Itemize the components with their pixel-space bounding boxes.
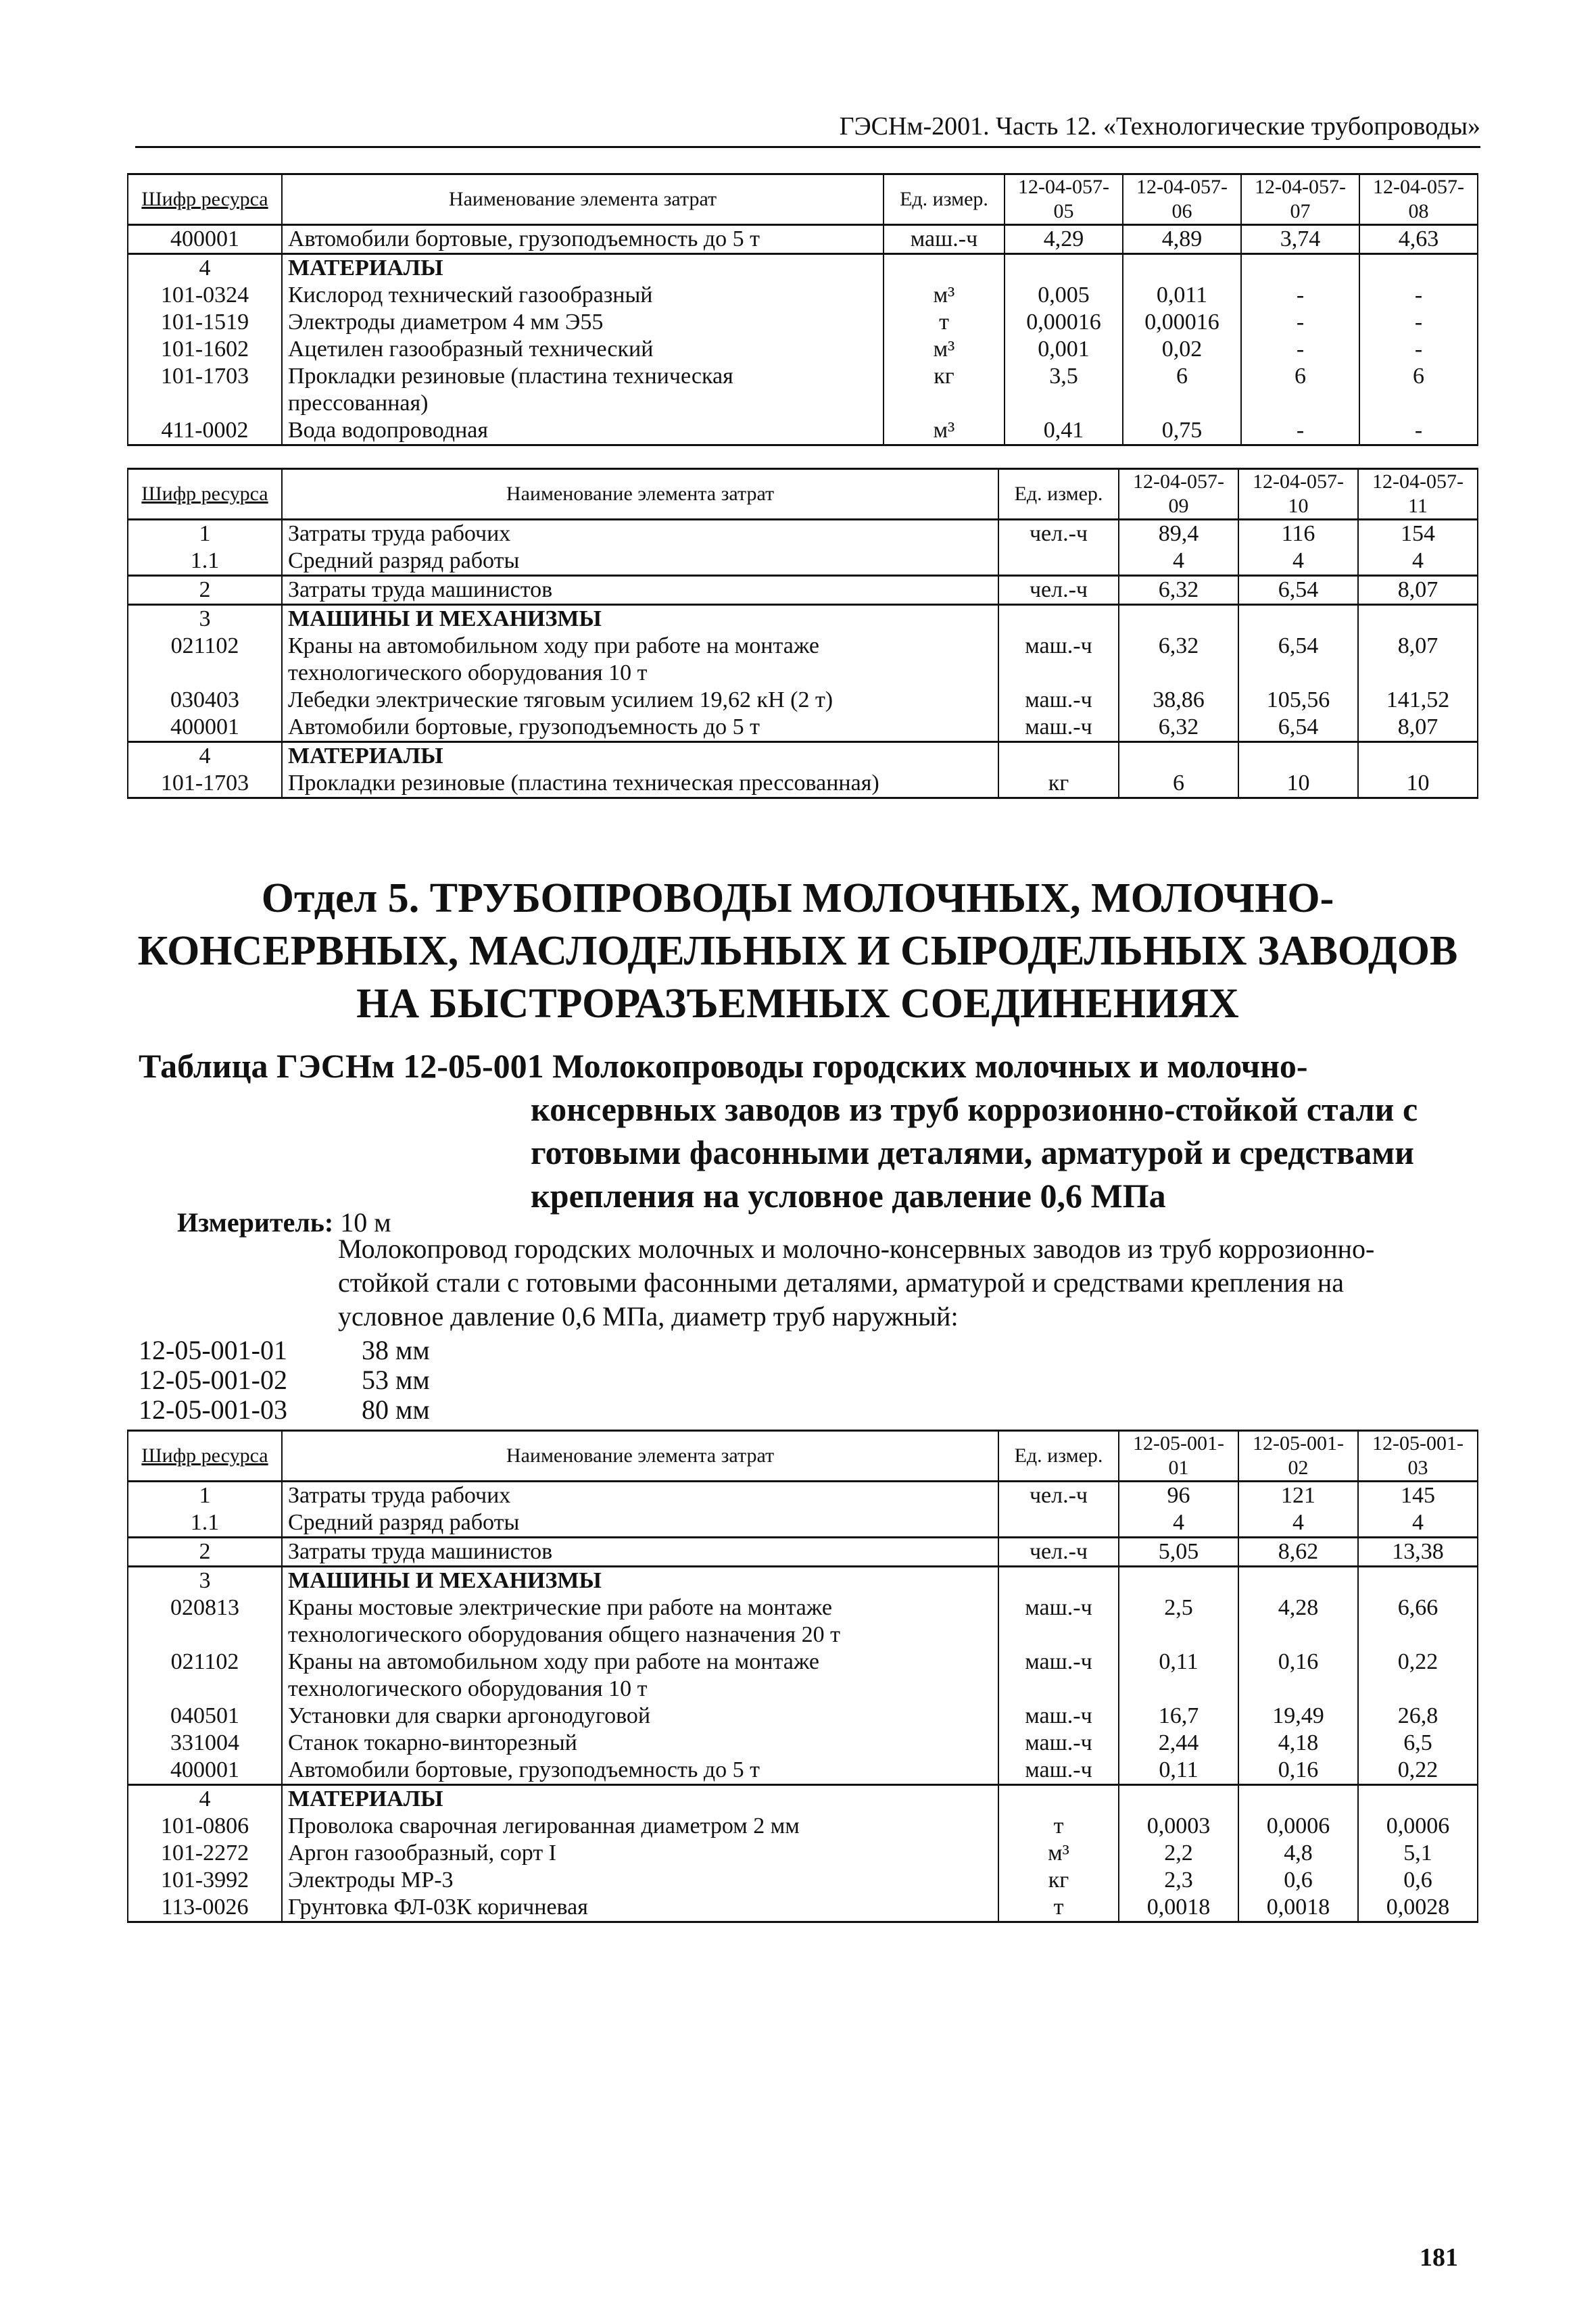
header-code: Шифр ресурса <box>128 469 282 520</box>
cost-table-12-04-057-05-08 <box>127 173 1478 446</box>
unit-cell: кг <box>998 770 1119 798</box>
resource-code: 101-3992 <box>128 1867 282 1894</box>
resource-code: 400001 <box>128 225 282 254</box>
table-row <box>128 742 1478 771</box>
resource-code: 3 <box>128 605 282 633</box>
cost-item-name: Электроды диаметром 4 мм Э55 <box>282 309 884 336</box>
value-cell: 0,41 <box>1005 417 1123 445</box>
table-row <box>128 1730 1478 1757</box>
header-name: Наименование элемента затрат <box>282 174 884 225</box>
value-cell: - <box>1359 309 1478 336</box>
value-cell: 5,05 <box>1119 1538 1238 1567</box>
table-row <box>128 309 1478 336</box>
cost-item-name: Станок токарно-винторезный <box>282 1730 998 1757</box>
value-cell: 3,5 <box>1005 363 1123 417</box>
unit-cell: чел.-ч <box>998 1482 1119 1510</box>
unit-cell: маш.-ч <box>998 633 1119 687</box>
unit-cell: маш.-ч <box>998 714 1119 742</box>
table-title-line-4: крепления на условное давление 0,6 МПа <box>531 1177 1166 1215</box>
value-cell: 13,38 <box>1358 1538 1478 1567</box>
cost-item-name: Затраты труда рабочих <box>282 1482 998 1510</box>
unit-cell: м³ <box>884 417 1005 445</box>
header-unit: Ед. измер. <box>998 1431 1119 1482</box>
table-row <box>128 1649 1478 1703</box>
value-cell: - <box>1241 282 1359 309</box>
resource-code: 2 <box>128 576 282 605</box>
value-cell: 38,86 <box>1119 687 1238 714</box>
value-cell: 0,22 <box>1358 1757 1478 1785</box>
table-row <box>128 1594 1478 1649</box>
unit-cell: чел.-ч <box>998 520 1119 548</box>
value-cell <box>1238 605 1358 633</box>
cost-item-name: Лебедки электрические тяговым усилием 19,62 кН (2 т) <box>282 687 998 714</box>
cost-item-name: Прокладки резиновые (пластина техническая прессованная) <box>282 363 884 417</box>
table-row <box>128 1894 1478 1922</box>
value-cell: 4,63 <box>1359 225 1478 254</box>
unit-cell: чел.-ч <box>998 576 1119 605</box>
table-row <box>128 687 1478 714</box>
resource-code: 3 <box>128 1567 282 1595</box>
cost-item-name: Установки для сварки аргонодуговой <box>282 1703 998 1730</box>
table-header-row <box>128 1431 1478 1482</box>
value-cell: 4,28 <box>1238 1594 1358 1649</box>
table-row <box>128 714 1478 742</box>
resource-code: 101-2272 <box>128 1840 282 1867</box>
value-cell: 0,16 <box>1238 1649 1358 1703</box>
header-name: Наименование элемента затрат <box>282 469 998 520</box>
cost-item-name: МАШИНЫ И МЕХАНИЗМЫ <box>282 605 998 633</box>
value-cell: 2,2 <box>1119 1840 1238 1867</box>
value-cell: 0,16 <box>1238 1757 1358 1785</box>
value-cell: 4 <box>1119 547 1238 576</box>
value-cell: - <box>1359 417 1478 445</box>
resource-code: 101-0324 <box>128 282 282 309</box>
value-cell: 6,54 <box>1238 714 1358 742</box>
unit-cell: т <box>884 309 1005 336</box>
cost-item-name: Средний разряд работы <box>282 547 998 576</box>
unit-cell <box>998 547 1119 576</box>
value-cell: 0,11 <box>1119 1757 1238 1785</box>
header-column: 12-04-057-10 <box>1238 469 1358 520</box>
value-cell: 4 <box>1358 547 1478 576</box>
cost-item-name: Электроды МР-3 <box>282 1867 998 1894</box>
value-cell: 0,11 <box>1119 1649 1238 1703</box>
section-title: Отдел 5. ТРУБОПРОВОДЫ МОЛОЧНЫХ, МОЛОЧНО-КОНСЕРВНЫХ, МАСЛОДЕЛЬНЫХ И СЫРОДЕЛЬНЫХ ЗАВОДОВ НА БЫСТРОРАЗЪЕМНЫХ СОЕДИНЕНИЯХ <box>137 875 1458 1027</box>
value-cell: 2,5 <box>1119 1594 1238 1649</box>
value-cell: 19,49 <box>1238 1703 1358 1730</box>
resource-code: 2 <box>128 1538 282 1567</box>
value-cell: 0,0006 <box>1358 1813 1478 1840</box>
value-cell: 10 <box>1238 770 1358 798</box>
variant-value: 80 мм <box>362 1394 430 1425</box>
resource-code: 040501 <box>128 1703 282 1730</box>
table-row <box>128 1840 1478 1867</box>
value-cell <box>1119 1785 1238 1813</box>
value-cell: 0,0003 <box>1119 1813 1238 1840</box>
value-cell <box>1119 742 1238 771</box>
value-cell: 89,4 <box>1119 520 1238 548</box>
value-cell <box>1238 1785 1358 1813</box>
resource-code: 101-1519 <box>128 309 282 336</box>
value-cell: 4,29 <box>1005 225 1123 254</box>
value-cell: 5,1 <box>1358 1840 1478 1867</box>
header-column: 12-04-057-07 <box>1241 174 1359 225</box>
value-cell: 2,3 <box>1119 1867 1238 1894</box>
header-column: 12-04-057-06 <box>1123 174 1241 225</box>
resource-code: 331004 <box>128 1730 282 1757</box>
header-column: 12-04-057-05 <box>1005 174 1123 225</box>
value-cell: 3,74 <box>1241 225 1359 254</box>
header-column: 12-05-001-01 <box>1119 1431 1238 1482</box>
unit-cell: т <box>998 1894 1119 1922</box>
table-row <box>128 417 1478 445</box>
variant-row <box>139 1363 430 1397</box>
value-cell: 116 <box>1238 520 1358 548</box>
value-cell <box>1358 1785 1478 1813</box>
value-cell: 6 <box>1119 770 1238 798</box>
value-cell: 8,07 <box>1358 576 1478 605</box>
value-cell: - <box>1241 417 1359 445</box>
unit-cell: м³ <box>884 336 1005 363</box>
value-cell <box>1241 254 1359 283</box>
cost-item-name: Краны на автомобильном ходу при работе на монтаже технологического оборудования 10 т <box>282 633 998 687</box>
value-cell: 0,6 <box>1238 1867 1358 1894</box>
header-column: 12-04-057-11 <box>1358 469 1478 520</box>
value-cell: - <box>1241 309 1359 336</box>
resource-code: 101-1602 <box>128 336 282 363</box>
header-name: Наименование элемента затрат <box>282 1431 998 1482</box>
header-column: 12-04-057-08 <box>1359 174 1478 225</box>
resource-code: 101-1703 <box>128 770 282 798</box>
cost-item-name: Прокладки резиновые (пластина техническая прессованная) <box>282 770 998 798</box>
unit-cell: маш.-ч <box>998 1703 1119 1730</box>
value-cell: 4,89 <box>1123 225 1241 254</box>
table-title <box>139 1044 1457 1217</box>
cost-item-name: Вода водопроводная <box>282 417 884 445</box>
variant-value: 38 мм <box>362 1335 430 1365</box>
header-unit: Ед. измер. <box>884 174 1005 225</box>
unit-cell: кг <box>998 1867 1119 1894</box>
unit-cell: кг <box>884 363 1005 417</box>
table-row <box>128 1703 1478 1730</box>
resource-code: 020813 <box>128 1594 282 1649</box>
unit-cell <box>998 1785 1119 1813</box>
value-cell: 105,56 <box>1238 687 1358 714</box>
unit-cell: м³ <box>884 282 1005 309</box>
cost-item-name: Краны мостовые электрические при работе на монтаже технологического оборудования общего назначения 20 т <box>282 1594 998 1649</box>
header-column: 12-04-057-09 <box>1119 469 1238 520</box>
cost-table-12-05-001 <box>127 1430 1478 1923</box>
value-cell: 8,07 <box>1358 714 1478 742</box>
resource-code: 101-1703 <box>128 363 282 417</box>
table-row <box>128 576 1478 605</box>
table-row <box>128 1482 1478 1510</box>
unit-cell <box>998 742 1119 771</box>
resource-code: 1.1 <box>128 1509 282 1538</box>
cost-item-name: МАШИНЫ И МЕХАНИЗМЫ <box>282 1567 998 1595</box>
resource-code: 411-0002 <box>128 417 282 445</box>
value-cell: - <box>1359 336 1478 363</box>
table-row <box>128 770 1478 798</box>
table-row <box>128 282 1478 309</box>
running-header: ГЭСНм-2001. Часть 12. «Технологические трубопроводы» <box>135 109 1480 148</box>
value-cell: 154 <box>1358 520 1478 548</box>
unit-cell: чел.-ч <box>998 1538 1119 1567</box>
table-title-line-3: готовыми фасонными деталями, арматурой и средствами <box>531 1134 1414 1171</box>
cost-item-name: Краны на автомобильном ходу при работе на монтаже технологического оборудования 10 т <box>282 1649 998 1703</box>
value-cell <box>1358 605 1478 633</box>
value-cell <box>1358 742 1478 771</box>
value-cell: 0,00016 <box>1005 309 1123 336</box>
value-cell: 0,6 <box>1358 1867 1478 1894</box>
variant-code: 12-05-001-02 <box>139 1365 287 1395</box>
value-cell <box>1123 254 1241 283</box>
value-cell: 145 <box>1358 1482 1478 1510</box>
value-cell <box>1005 254 1123 283</box>
cost-item-name: Ацетилен газообразный технический <box>282 336 884 363</box>
value-cell <box>1238 742 1358 771</box>
cost-item-name: МАТЕРИАЛЫ <box>282 742 998 771</box>
value-cell: 4 <box>1238 1509 1358 1538</box>
resource-code: 030403 <box>128 687 282 714</box>
resource-code: 101-0806 <box>128 1813 282 1840</box>
variant-row <box>139 1393 430 1427</box>
value-cell: 0,00016 <box>1123 309 1241 336</box>
unit-cell: маш.-ч <box>998 1757 1119 1785</box>
page-number: 181 <box>1420 2243 1458 2272</box>
value-cell: - <box>1241 336 1359 363</box>
header-column: 12-05-001-03 <box>1358 1431 1478 1482</box>
table-row <box>128 520 1478 548</box>
cost-item-name: МАТЕРИАЛЫ <box>282 254 884 283</box>
header-code: Шифр ресурса <box>128 174 282 225</box>
table-row <box>128 1785 1478 1813</box>
resource-code: 4 <box>128 254 282 283</box>
table-row <box>128 547 1478 576</box>
table-row <box>128 1509 1478 1538</box>
value-cell: 6,32 <box>1119 633 1238 687</box>
value-cell: 6,54 <box>1238 576 1358 605</box>
value-cell: 6 <box>1123 363 1241 417</box>
value-cell: 0,001 <box>1005 336 1123 363</box>
value-cell: 6,32 <box>1119 714 1238 742</box>
value-cell: 6,54 <box>1238 633 1358 687</box>
table-row <box>128 605 1478 633</box>
measure-value: 10 м <box>340 1207 391 1238</box>
cost-item-name: Средний разряд работы <box>282 1509 998 1538</box>
cost-item-name: Проволока сварочная легированная диаметром 2 мм <box>282 1813 998 1840</box>
header-code: Шифр ресурса <box>128 1431 282 1482</box>
table-row <box>128 633 1478 687</box>
value-cell: 0,0018 <box>1238 1894 1358 1922</box>
value-cell: 0,0018 <box>1119 1894 1238 1922</box>
value-cell <box>1358 1567 1478 1595</box>
value-cell: 0,005 <box>1005 282 1123 309</box>
resource-code: 400001 <box>128 1757 282 1785</box>
header-column: 12-05-001-02 <box>1238 1431 1358 1482</box>
value-cell: 6 <box>1359 363 1478 417</box>
value-cell: 0,0028 <box>1358 1894 1478 1922</box>
value-cell: 6,66 <box>1358 1594 1478 1649</box>
table-row <box>128 1757 1478 1785</box>
value-cell: 10 <box>1358 770 1478 798</box>
value-cell: 8,62 <box>1238 1538 1358 1567</box>
resource-code: 1.1 <box>128 547 282 576</box>
cost-item-name: Аргон газообразный, сорт I <box>282 1840 998 1867</box>
resource-code: 113-0026 <box>128 1894 282 1922</box>
cost-item-name: Кислород технический газообразный <box>282 282 884 309</box>
variant-row <box>139 1334 430 1367</box>
value-cell: 6,5 <box>1358 1730 1478 1757</box>
unit-cell: маш.-ч <box>998 1649 1119 1703</box>
table-row <box>128 336 1478 363</box>
table-row <box>128 1867 1478 1894</box>
table-title-line-2: консервных заводов из труб коррозионно-стойкой стали с <box>531 1090 1418 1128</box>
resource-code: 4 <box>128 742 282 771</box>
value-cell: 121 <box>1238 1482 1358 1510</box>
value-cell: 4 <box>1358 1509 1478 1538</box>
table-header-row <box>128 174 1478 225</box>
value-cell <box>1238 1567 1358 1595</box>
table-title-line-1: Таблица ГЭСНм 12-05-001 Молокопроводы городских молочных и молочно- <box>139 1047 1308 1085</box>
variant-value: 53 мм <box>362 1365 430 1395</box>
value-cell: 6,32 <box>1119 576 1238 605</box>
value-cell: 4,8 <box>1238 1840 1358 1867</box>
table-row <box>128 225 1478 254</box>
value-cell: 8,07 <box>1358 633 1478 687</box>
table-description: Молокопровод городских молочных и молочно-консервных заводов из труб коррозионно-стойкой стали с готовыми фасонными деталями, арматурой и средствами крепления на условное давление 0,6 МПа, диаметр труб наружный: <box>338 1234 1375 1332</box>
resource-code: 4 <box>128 1785 282 1813</box>
value-cell: 2,44 <box>1119 1730 1238 1757</box>
value-cell: 4,18 <box>1238 1730 1358 1757</box>
measure-label: Измеритель: <box>177 1207 334 1238</box>
value-cell: 16,7 <box>1119 1703 1238 1730</box>
unit-cell: м³ <box>998 1840 1119 1867</box>
resource-code: 1 <box>128 520 282 548</box>
unit-cell: т <box>998 1813 1119 1840</box>
value-cell: 26,8 <box>1358 1703 1478 1730</box>
unit-cell: маш.-ч <box>998 687 1119 714</box>
resource-code: 400001 <box>128 714 282 742</box>
unit-cell: маш.-ч <box>998 1730 1119 1757</box>
resource-code: 021102 <box>128 1649 282 1703</box>
table-header-row <box>128 469 1478 520</box>
value-cell: 6 <box>1241 363 1359 417</box>
table-row <box>128 1813 1478 1840</box>
cost-item-name: Грунтовка ФЛ-03К коричневая <box>282 1894 998 1922</box>
resource-code: 021102 <box>128 633 282 687</box>
value-cell: 96 <box>1119 1482 1238 1510</box>
cost-item-name: Автомобили бортовые, грузоподъемность до 5 т <box>282 1757 998 1785</box>
value-cell: 4 <box>1238 547 1358 576</box>
cost-item-name: Затраты труда машинистов <box>282 576 998 605</box>
value-cell: 0,011 <box>1123 282 1241 309</box>
resource-code: 1 <box>128 1482 282 1510</box>
cost-item-name: Затраты труда машинистов <box>282 1538 998 1567</box>
table-row <box>128 363 1478 417</box>
value-cell <box>1119 1567 1238 1595</box>
value-cell: 0,22 <box>1358 1649 1478 1703</box>
cost-item-name: Автомобили бортовые, грузоподъемность до 5 т <box>282 225 884 254</box>
unit-cell <box>998 605 1119 633</box>
unit-cell <box>998 1509 1119 1538</box>
value-cell: - <box>1359 282 1478 309</box>
unit-cell: маш.-ч <box>998 1594 1119 1649</box>
value-cell: 0,75 <box>1123 417 1241 445</box>
value-cell <box>1119 605 1238 633</box>
table-row <box>128 254 1478 283</box>
value-cell <box>1359 254 1478 283</box>
unit-cell <box>884 254 1005 283</box>
cost-item-name: МАТЕРИАЛЫ <box>282 1785 998 1813</box>
table-row <box>128 1538 1478 1567</box>
unit-cell: маш.-ч <box>884 225 1005 254</box>
value-cell: 0,02 <box>1123 336 1241 363</box>
cost-item-name: Затраты труда рабочих <box>282 520 998 548</box>
cost-item-name: Автомобили бортовые, грузоподъемность до 5 т <box>282 714 998 742</box>
value-cell: 141,52 <box>1358 687 1478 714</box>
variant-code: 12-05-001-01 <box>139 1335 287 1365</box>
value-cell: 0,0006 <box>1238 1813 1358 1840</box>
variant-code: 12-05-001-03 <box>139 1394 287 1425</box>
value-cell: 4 <box>1119 1509 1238 1538</box>
cost-table-12-04-057-09-11 <box>127 468 1478 799</box>
header-unit: Ед. измер. <box>998 469 1119 520</box>
unit-cell <box>998 1567 1119 1595</box>
table-row <box>128 1567 1478 1595</box>
